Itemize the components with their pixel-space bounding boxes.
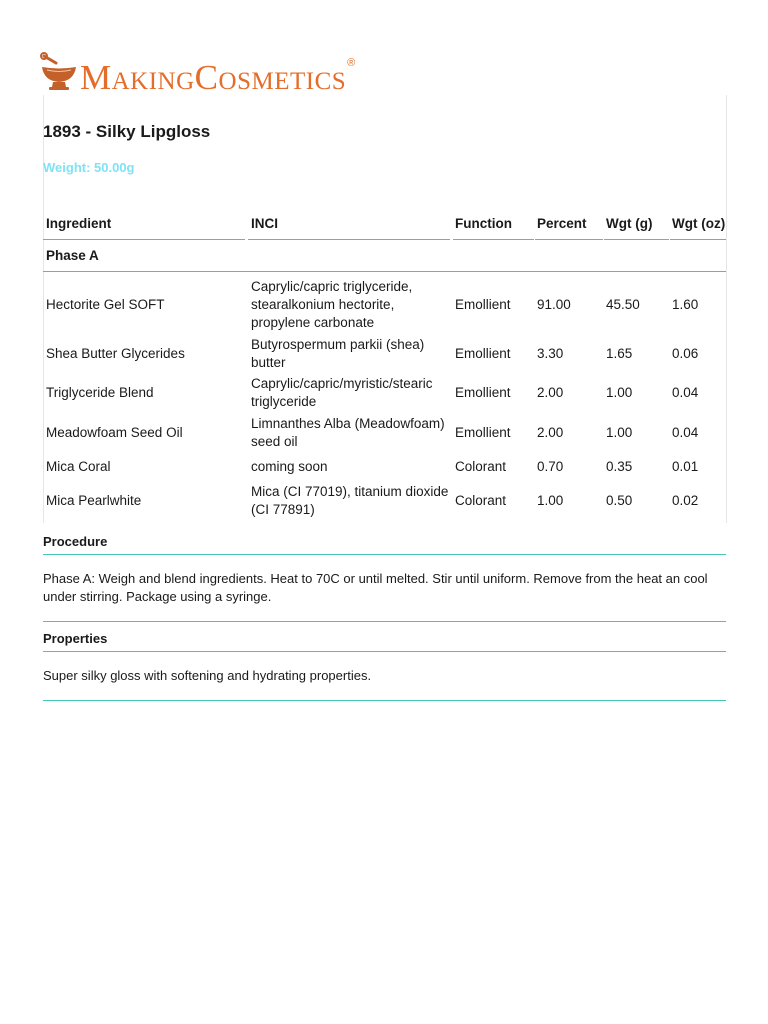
cell-function: Emollient: [455, 346, 511, 361]
procedure-text-block: [43, 555, 726, 622]
cell-wgt-g: 1.00: [606, 385, 633, 400]
phase-row: [43, 240, 726, 272]
cell-ingredient: Mica Coral: [46, 459, 111, 474]
header-ingredient: Ingredient: [46, 216, 112, 231]
cell-function: Emollient: [455, 425, 511, 440]
cell-wgt-oz: 0.06: [672, 346, 699, 361]
ingredients-table: [43, 208, 726, 520]
cell-wgt-oz: 0.01: [672, 459, 699, 474]
table-row: [43, 414, 726, 452]
cell-percent: 91.00: [537, 297, 571, 312]
header-wgt-oz: Wgt (oz): [672, 216, 726, 231]
table-row: [43, 274, 726, 336]
recipe-weight: Weight: 50.00g: [43, 160, 135, 175]
cell-percent: 1.00: [537, 493, 564, 508]
header-inci: INCI: [251, 216, 278, 231]
cell-inci: Limnanthes Alba (Meadowfoam) seed oil: [251, 416, 445, 449]
cell-ingredient: Hectorite Gel SOFT: [46, 297, 165, 312]
cell-percent: 2.00: [537, 425, 564, 440]
registered-mark: ®: [347, 57, 356, 69]
brand-wordmark: MAKINGCOSMETICS: [80, 58, 347, 97]
header-wgt-g: Wgt (g): [606, 216, 653, 231]
right-guide-line: [726, 95, 727, 523]
table-header: [43, 208, 726, 240]
properties-section: [43, 631, 726, 701]
cell-inci: Butyrospermum parkii (shea) butter: [251, 337, 425, 370]
brand-logo: [40, 50, 355, 96]
cell-percent: 2.00: [537, 385, 564, 400]
cell-inci: coming soon: [251, 459, 328, 474]
cell-inci: Caprylic/capric triglyceride, stearalkonium hectorite, propylene carbonate: [251, 279, 413, 330]
phase-label: Phase A: [46, 248, 99, 263]
cell-inci: Mica (CI 77019), titanium dioxide (CI 77891): [251, 484, 449, 517]
cell-function: Emollient: [455, 385, 511, 400]
cell-ingredient: Meadowfoam Seed Oil: [46, 425, 183, 440]
recipe-title: 1893 - Silky Lipgloss: [43, 122, 211, 141]
table-row: [43, 372, 726, 414]
cell-percent: 0.70: [537, 459, 564, 474]
mortar-pestle-icon: [40, 50, 78, 92]
cell-wgt-g: 45.50: [606, 297, 640, 312]
table-row: [43, 452, 726, 482]
cell-function: Colorant: [455, 459, 507, 474]
cell-ingredient: Mica Pearlwhite: [46, 493, 142, 508]
procedure-section: [43, 534, 726, 622]
cell-function: Colorant: [455, 493, 507, 508]
cell-wgt-g: 0.35: [606, 459, 633, 474]
cell-wgt-oz: 0.02: [672, 493, 699, 508]
cell-wgt-oz: 0.04: [672, 425, 699, 440]
table-row: [43, 336, 726, 372]
cell-ingredient: Triglyceride Blend: [46, 385, 154, 400]
properties-text: Super silky gloss with softening and hydrating properties.: [43, 652, 726, 701]
procedure-text: Phase A: Weigh and blend ingredients. Heat to 70C or until melted. Stir until uniform. Remove from the heat an cool under stirring. Package using a syringe.: [43, 571, 708, 604]
table-row: [43, 482, 726, 520]
cell-percent: 3.30: [537, 346, 564, 361]
procedure-heading: Procedure: [43, 534, 726, 555]
header-function: Function: [455, 216, 512, 231]
cell-ingredient: Shea Butter Glycerides: [46, 346, 185, 361]
cell-wgt-oz: 1.60: [672, 297, 699, 312]
cell-wgt-g: 1.00: [606, 425, 633, 440]
header-percent: Percent: [537, 216, 587, 231]
cell-inci: Caprylic/capric/myristic/stearic triglyceride: [251, 376, 433, 409]
cell-wgt-g: 1.65: [606, 346, 633, 361]
cell-wgt-g: 0.50: [606, 493, 633, 508]
cell-function: Emollient: [455, 297, 511, 312]
properties-heading: Properties: [43, 631, 726, 652]
cell-wgt-oz: 0.04: [672, 385, 699, 400]
